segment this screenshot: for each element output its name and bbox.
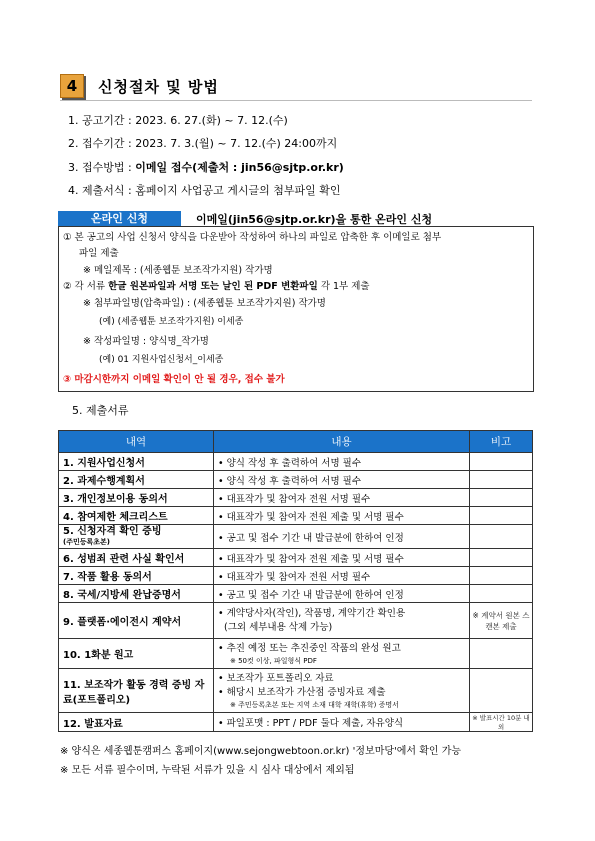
footnote-2: ※ 모든 서류 필수이며, 누락된 서류가 있을 시 심사 대상에서 제외됨: [60, 765, 355, 776]
online-filename-note: ※ 작성파일명 : 양식명_작가명: [83, 336, 209, 347]
section-number-badge: 4: [60, 74, 84, 98]
footnote-1: ※ 양식은 세종웹툰캠퍼스 홈페이지(www.sejongwebtoon.or.kr) '정보마당'에서 확인 가능: [60, 746, 462, 757]
table-row: 2. 과제수행계획서 • 양식 작성 후 출력하여 서명 필수: [59, 471, 533, 489]
online-line-1: ① 본 공고의 사업 신청서 양식을 다운받아 작성하여 하나의 파일로 압축한 후 이메일로 첨부: [63, 232, 442, 243]
section-title: 신청절차 및 방법: [98, 78, 219, 96]
table-row: 7. 작품 활용 동의서 • 대표작가 및 참여자 전원 서명 필수: [59, 567, 533, 585]
table-row: 11. 보조작가 활동 경력 증빙 자료(포트폴리오) • 보조작가 포트폴리오 자료 • 해당시 보조작가 가산점 증빙자료 제출 ※ 주민등록초본 또는 지역 소재 대학 재학(휴학) 증명서: [59, 669, 533, 713]
procedure-item-4: 4. 제출서식 : 홈페이지 사업공고 게시글의 첨부파일 확인: [68, 184, 341, 197]
online-application-label: 온라인 신청: [58, 211, 181, 227]
online-line-2: ② 각 서류 한글 원본파일과 서명 또는 날인 된 PDF 변환파일 각 1부 제출: [63, 281, 370, 292]
table-row: 10. 1화분 원고 • 추진 예정 또는 추진중인 작품의 완성 원고 ※ 50컷 이상, 파일형식 PDF: [59, 639, 533, 669]
table-row: 5. 신청자격 확인 증빙 (주민등록초본) • 공고 및 접수 기간 내 발급분에 한하여 인정: [59, 525, 533, 549]
online-line-1b: 파일 제출: [79, 248, 119, 259]
documents-table: [58, 430, 533, 732]
table-row: 4. 참여제한 체크리스트 • 대표작가 및 참여자 전원 제출 및 서명 필수: [59, 507, 533, 525]
section-divider: [60, 100, 532, 101]
table-row: 6. 성범죄 관련 사실 확인서 • 대표작가 및 참여자 전원 제출 및 서명 필수: [59, 549, 533, 567]
header-note: 비고: [470, 431, 533, 453]
online-deadline-warning: ③ 마감시한까지 이메일 확인이 안 될 경우, 접수 불가: [63, 374, 285, 385]
header-content: 내용: [214, 431, 470, 453]
procedure-item-2: 2. 접수기간 : 2023. 7. 3.(월) ~ 7. 12.(수) 24:00까지: [68, 137, 338, 150]
table-header-row: [59, 431, 533, 453]
procedure-item-3: 3. 접수방법 : 이메일 접수(제출처 : jin56@sjtp.or.kr): [68, 161, 344, 174]
online-attachment-example: (예) (세종웹툰 보조작가지원) 이세종: [99, 317, 244, 327]
online-application-desc: 이메일(jin56@sjtp.or.kr)을 통한 온라인 신청: [196, 213, 433, 226]
documents-heading: 5. 제출서류: [72, 404, 129, 417]
online-application-box: [58, 226, 534, 392]
procedure-item-1: 1. 공고기간 : 2023. 6. 27.(화) ~ 7. 12.(수): [68, 114, 288, 127]
table-row: 1. 지원사업신청서 • 양식 작성 후 출력하여 서명 필수: [59, 453, 533, 471]
online-filename-example: (예) 01 지원사업신청서_이세종: [99, 355, 224, 365]
table-row: 12. 발표자료 • 파일포맷 : PPT / PDF 둘다 제출, 자유양식 ※ 발표시간 10분 내외: [59, 713, 533, 732]
header-item: 내역: [59, 431, 214, 453]
table-row: 3. 개인정보이용 동의서 • 대표작가 및 참여자 전원 서명 필수: [59, 489, 533, 507]
online-mail-title-note: ※ 메일제목 : (세종웹툰 보조작가지원) 작가명: [83, 265, 273, 276]
table-row: 9. 플랫폼·에이전시 계약서 • 계약당사자(작인), 작품명, 계약기간 확인용 (그외 세부내용 삭제 가능) ※ 계약서 원본 스캔본 제출: [59, 603, 533, 639]
table-row: 8. 국세/지방세 완납증명서 • 공고 및 접수 기간 내 발급분에 한하여 인정: [59, 585, 533, 603]
online-attachment-note: ※ 첨부파일명(압축파일) : (세종웹툰 보조작가지원) 작가명: [83, 298, 326, 309]
